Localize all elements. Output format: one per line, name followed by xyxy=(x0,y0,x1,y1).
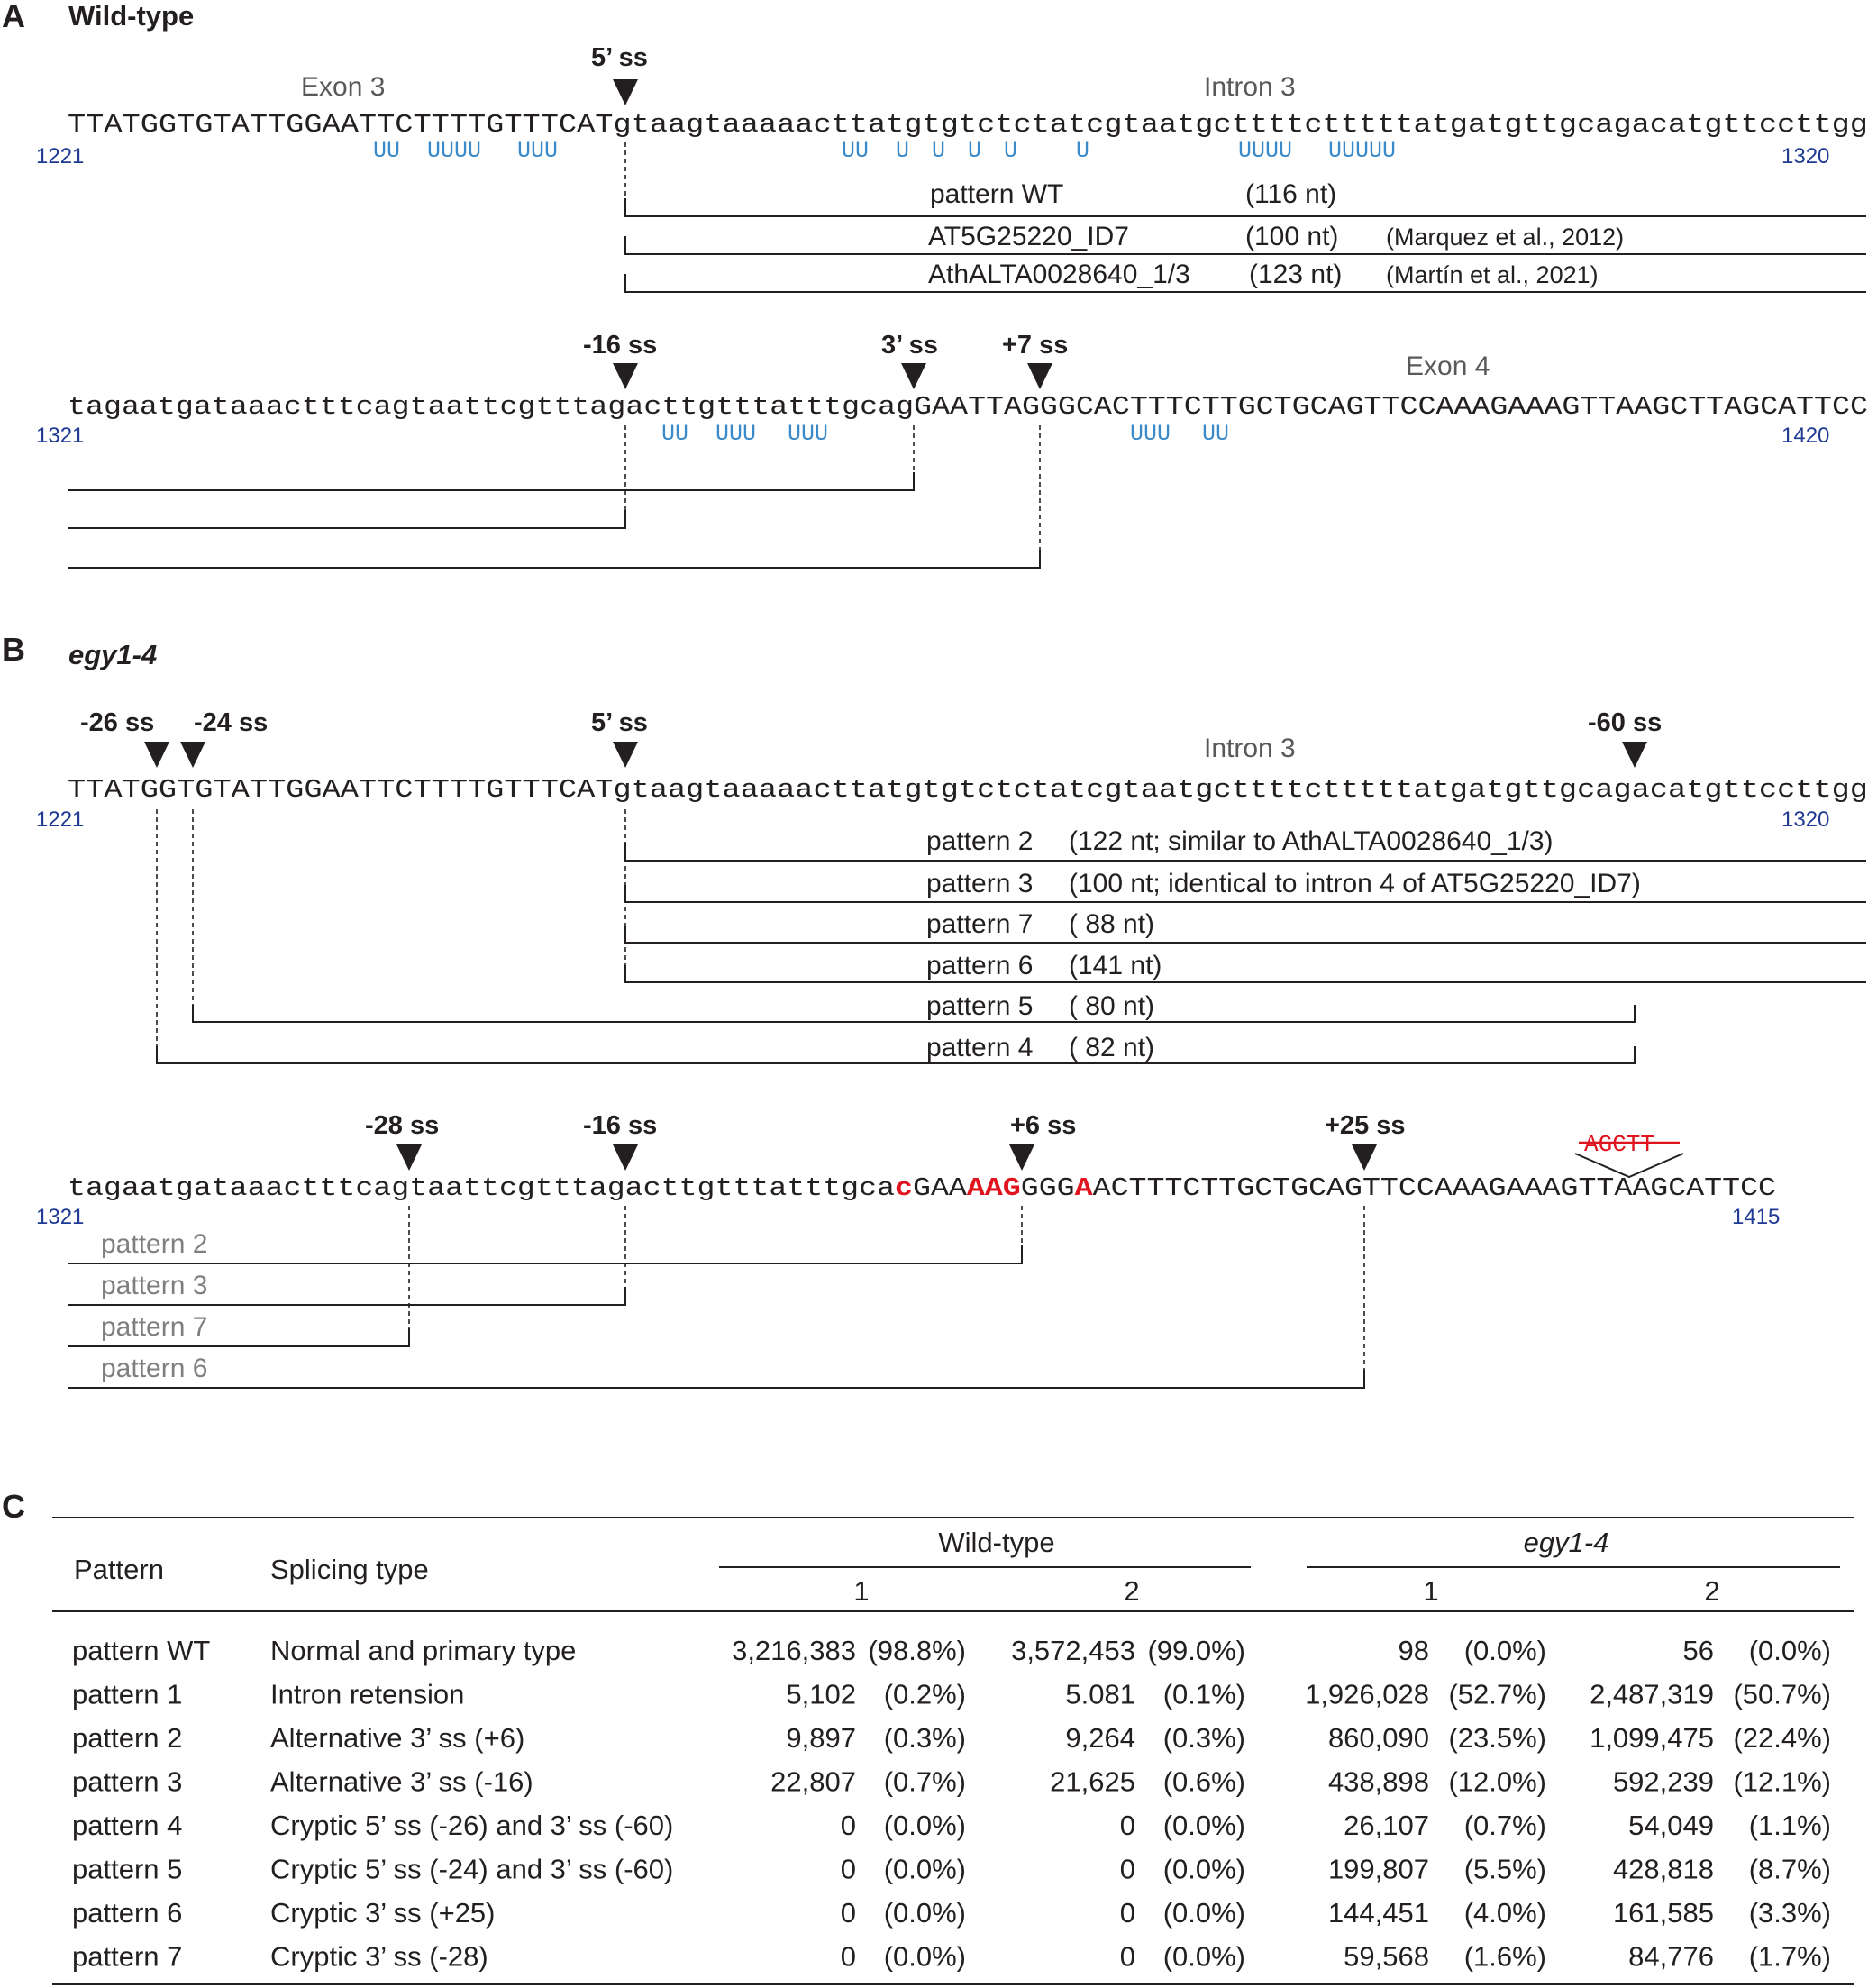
cell-pattern: pattern 2 xyxy=(72,1722,183,1754)
cell-wt-rep2-percent: (0.0%) xyxy=(1162,1853,1245,1885)
pattern-reference: (Martín et al., 2021) xyxy=(1386,261,1599,288)
pattern-line xyxy=(625,965,1866,982)
a-seq1-exon: TTATGGTGTATTGGAATTCTTTTGTTTCAT xyxy=(68,110,531,140)
cell-splicing-type: Cryptic 5’ ss (-26) and 3’ ss (-60) xyxy=(270,1810,674,1841)
pattern-length: (116 nt) xyxy=(1245,179,1337,209)
header-pattern: Pattern xyxy=(74,1554,164,1585)
cell-egy-rep1-count: 144,451 xyxy=(1327,1897,1429,1929)
uu-mark: UUUU xyxy=(1238,138,1293,164)
cell-egy-rep1-percent: (0.7%) xyxy=(1463,1810,1546,1841)
a-pos-start-2: 1321 xyxy=(36,424,85,448)
pattern-name: pattern 2 xyxy=(926,826,1034,856)
b-pos-end-1: 1320 xyxy=(1781,807,1830,832)
a-m16ss-label: -16 ss xyxy=(583,331,658,360)
cell-egy-rep2-percent: (22.4%) xyxy=(1733,1722,1831,1754)
b-p6ss-arrow xyxy=(1009,1144,1034,1171)
b-m24ss-label: -24 ss xyxy=(194,708,269,737)
pattern-name: pattern WT xyxy=(930,179,1064,209)
panel-a-title: Wild-type xyxy=(68,0,195,32)
cell-wt-rep2-percent: (0.1%) xyxy=(1162,1678,1245,1710)
pattern-name: pattern 7 xyxy=(926,909,1034,939)
cell-pattern: pattern 4 xyxy=(72,1810,183,1841)
cell-egy-rep2-percent: (0.0%) xyxy=(1748,1635,1831,1666)
b-seq1-intron: gtaagtaaaaacttatgtgtctctatcgtaatgcttttctttttatgatgttgcagacatgttccttgg xyxy=(613,775,1677,805)
uu-mark: UUU xyxy=(1130,421,1171,447)
b-p6ss-label: +6 ss xyxy=(1010,1111,1077,1140)
b-seq2-part: ACTTTCTTGCTGCAGTTCCAAAGAAAGTTAAGCATTCC xyxy=(1092,1173,1679,1203)
pattern-desc: ( 80 nt) xyxy=(1069,991,1155,1021)
exon4-label: Exon 4 xyxy=(1406,351,1490,381)
table-body xyxy=(72,1635,1831,1973)
cell-wt-rep2-percent: (0.0%) xyxy=(1162,1940,1245,1973)
cell-egy-rep1-count: 59,568 xyxy=(1344,1940,1429,1973)
uu-mark: U xyxy=(932,138,946,164)
a-5ss-arrow xyxy=(613,79,638,105)
cell-egy-rep1-percent: (0.0%) xyxy=(1463,1635,1546,1666)
pattern-line xyxy=(625,926,1866,943)
pattern-name: pattern 3 xyxy=(101,1271,208,1300)
uu-mark: UUUU xyxy=(427,138,482,164)
cell-egy-rep1-count: 860,090 xyxy=(1327,1722,1429,1754)
b-exon-patterns xyxy=(68,1229,1364,1388)
exon3-label: Exon 3 xyxy=(301,72,386,102)
b-pos-start-2: 1321 xyxy=(36,1205,85,1229)
cell-pattern: pattern 3 xyxy=(72,1765,183,1798)
uu-mark: UUU xyxy=(715,421,757,447)
cell-wt-rep1-count: 5,102 xyxy=(786,1678,856,1710)
deletion-marker xyxy=(1575,1131,1683,1177)
cell-egy-rep2-percent: (1.7%) xyxy=(1748,1940,1831,1973)
cell-splicing-type: Alternative 3’ ss (+6) xyxy=(270,1722,525,1754)
a-p7ss-label: +7 ss xyxy=(1002,331,1069,360)
cell-wt-rep1-percent: (0.7%) xyxy=(883,1765,966,1798)
b-p25ss-label: +25 ss xyxy=(1325,1111,1406,1140)
cell-pattern: pattern 5 xyxy=(72,1853,183,1885)
a-seq2-exon: GAATTAGGGCACTTTCTTGCTGCAGTTCCAAAGAAAGTTAAGCTTAGCATTCC xyxy=(914,392,1731,422)
b-seq1-exon: TTATGGTGTATTGGAATTCTTTTGTTTCAT xyxy=(68,775,531,805)
b-m28ss-arrow xyxy=(396,1144,422,1171)
cell-pattern: pattern 7 xyxy=(72,1940,183,1973)
cell-wt-rep1-count: 0 xyxy=(840,1940,856,1973)
cell-splicing-type: Intron retension xyxy=(270,1678,465,1710)
cell-egy-rep2-count: 56 xyxy=(1682,1635,1714,1666)
pattern-desc: (122 nt; similar to AthALTA0028640_1/3) xyxy=(1069,826,1554,856)
cell-splicing-type: Cryptic 3’ ss (-28) xyxy=(270,1940,488,1973)
cell-splicing-type: Normal and primary type xyxy=(270,1635,577,1666)
b-seq2-mutation: A xyxy=(1074,1173,1090,1203)
b-m28ss-label: -28 ss xyxy=(365,1111,440,1140)
header-egy1-4: egy1-4 xyxy=(1523,1527,1609,1558)
cell-egy-rep2-count: 428,818 xyxy=(1612,1853,1714,1885)
cell-egy-rep2-count: 592,239 xyxy=(1612,1765,1714,1798)
uu-mark: UU xyxy=(842,138,870,164)
cell-wt-rep1-count: 0 xyxy=(840,1853,856,1885)
header-wt-rep1: 1 xyxy=(853,1575,870,1607)
uu-mark: U xyxy=(896,138,910,164)
cell-egy-rep1-count: 438,898 xyxy=(1327,1765,1429,1798)
cell-wt-rep2-percent: (0.3%) xyxy=(1162,1722,1245,1754)
b-m60ss-label: -60 ss xyxy=(1588,708,1663,737)
cell-wt-rep2-count: 0 xyxy=(1119,1940,1135,1973)
header-egy-rep2: 2 xyxy=(1704,1575,1720,1607)
b-sequence-row1 xyxy=(68,775,1868,805)
a-intron-patterns xyxy=(625,179,1866,292)
cell-egy-rep2-count: 2,487,319 xyxy=(1590,1678,1714,1710)
pattern-name: pattern 3 xyxy=(926,869,1034,898)
cell-wt-rep2-count: 0 xyxy=(1119,1897,1135,1929)
b-p25ss-arrow xyxy=(1352,1144,1377,1171)
b-seq2-part: GAA xyxy=(913,1173,960,1203)
cell-splicing-type: Cryptic 3’ ss (+25) xyxy=(270,1897,496,1929)
cell-wt-rep2-count: 5.081 xyxy=(1065,1678,1135,1710)
cell-wt-rep1-percent: (0.2%) xyxy=(883,1678,966,1710)
uu-mark: UU xyxy=(1202,421,1230,447)
uu-mark: UU xyxy=(661,421,689,447)
a-5ss-label: 5’ ss xyxy=(591,43,648,72)
b-sequence-row2 xyxy=(68,1173,1776,1203)
cell-egy-rep1-count: 26,107 xyxy=(1344,1810,1429,1841)
pattern-desc: ( 88 nt) xyxy=(1069,909,1155,939)
table-row xyxy=(72,1810,1831,1841)
cell-wt-rep1-count: 0 xyxy=(840,1897,856,1929)
cell-egy-rep2-count: 54,049 xyxy=(1628,1810,1714,1841)
cell-wt-rep2-count: 0 xyxy=(1119,1810,1135,1841)
header-wt-rep2: 2 xyxy=(1124,1575,1140,1607)
pattern-name: pattern 7 xyxy=(101,1312,208,1342)
table-row xyxy=(72,1941,1831,1973)
cell-splicing-type: Cryptic 5’ ss (-24) and 3’ ss (-60) xyxy=(270,1853,674,1885)
cell-egy-rep1-percent: (4.0%) xyxy=(1463,1897,1546,1929)
a-sequence-row1 xyxy=(68,110,1868,140)
cell-pattern: pattern WT xyxy=(72,1635,211,1666)
b-m16ss-label: -16 ss xyxy=(583,1111,658,1140)
cell-wt-rep1-percent: (0.3%) xyxy=(883,1722,966,1754)
a-uu-row1 xyxy=(373,138,1396,164)
pattern-line xyxy=(68,1245,1022,1263)
table-row xyxy=(72,1679,1831,1710)
pattern-line xyxy=(68,1370,1364,1388)
b-5ss-arrow xyxy=(613,742,638,768)
cell-wt-rep2-percent: (0.0%) xyxy=(1162,1897,1245,1929)
b-intron3-label: Intron 3 xyxy=(1204,734,1296,763)
b-m60ss-arrow xyxy=(1622,742,1647,768)
cell-egy-rep2-count: 84,776 xyxy=(1628,1940,1714,1973)
uu-mark: U xyxy=(1004,138,1018,164)
panel-c-letter: C xyxy=(2,1488,25,1525)
panel-b-title: egy1-4 xyxy=(68,639,158,670)
a-p7ss-junction-line xyxy=(68,550,1040,568)
cell-egy-rep1-percent: (12.0%) xyxy=(1448,1765,1546,1798)
cell-egy-rep2-percent: (50.7%) xyxy=(1733,1678,1831,1710)
cell-egy-rep2-percent: (3.3%) xyxy=(1748,1897,1831,1929)
panel-c xyxy=(2,1488,1854,1984)
pattern-desc: ( 82 nt) xyxy=(1069,1033,1155,1062)
a-pos-end-1: 1320 xyxy=(1781,144,1830,169)
pattern-name: AthALTA0028640_1/3 xyxy=(928,260,1190,289)
uu-mark: UU xyxy=(373,138,401,164)
pattern-name: pattern 5 xyxy=(926,991,1034,1021)
cell-egy-rep2-count: 161,585 xyxy=(1612,1897,1714,1929)
header-egy-rep1: 1 xyxy=(1423,1575,1439,1607)
b-5ss-label: 5’ ss xyxy=(591,708,648,737)
a-m16ss-junction-line xyxy=(68,510,625,528)
cell-egy-rep1-percent: (5.5%) xyxy=(1463,1853,1546,1885)
cell-egy-rep2-count: 1,099,475 xyxy=(1590,1722,1714,1754)
a-pos-start-1: 1221 xyxy=(36,144,85,169)
cell-wt-rep1-count: 0 xyxy=(840,1810,856,1841)
table-row xyxy=(72,1635,1831,1666)
cell-wt-rep2-count: 9,264 xyxy=(1065,1722,1135,1754)
b-seq2-mutation: AAG xyxy=(966,1173,1014,1203)
b-m24ss-arrow xyxy=(180,742,205,768)
a-3ss-label: 3’ ss xyxy=(881,331,938,360)
b-intron-patterns xyxy=(157,826,1866,1063)
pattern-name: AT5G25220_ID7 xyxy=(928,222,1129,251)
a-sequence-row2 xyxy=(68,392,1868,422)
header-splicing-type: Splicing type xyxy=(270,1554,429,1585)
cell-egy-rep2-percent: (1.1%) xyxy=(1748,1810,1831,1841)
cell-egy-rep2-percent: (8.7%) xyxy=(1748,1853,1831,1885)
table-row xyxy=(72,1854,1831,1885)
cell-wt-rep1-count: 22,807 xyxy=(770,1765,856,1798)
cell-wt-rep2-count: 0 xyxy=(1119,1853,1135,1885)
panel-a-letter: A xyxy=(2,0,25,34)
table-row xyxy=(72,1897,1831,1929)
panel-a xyxy=(2,0,1868,568)
pattern-line xyxy=(625,274,1866,292)
a-seq2-intron: tagaatgataaactttcagtaattcgtttagacttgtttatttgcag xyxy=(68,392,792,422)
pattern-name: pattern 4 xyxy=(926,1033,1034,1062)
pattern-name: pattern 6 xyxy=(101,1354,208,1383)
panel-b xyxy=(2,631,1868,1388)
pattern-line xyxy=(193,1005,1635,1022)
a-seq1-intron: gtaagtaaaaacttatgtgtctctatcgtaatgcttttctttttatgatgttgcagacatgttccttgg xyxy=(613,110,1677,140)
cell-egy-rep1-count: 1,926,028 xyxy=(1305,1678,1429,1710)
cell-wt-rep1-percent: (98.8%) xyxy=(868,1635,966,1666)
cell-egy-rep1-percent: (23.5%) xyxy=(1448,1722,1546,1754)
b-m26ss-arrow xyxy=(144,742,169,768)
a-p7ss-arrow xyxy=(1027,363,1052,389)
b-pos-end-2: 1415 xyxy=(1732,1205,1781,1229)
pattern-length: (123 nt) xyxy=(1249,260,1343,289)
table-row xyxy=(72,1722,1831,1754)
cell-egy-rep1-percent: (1.6%) xyxy=(1463,1940,1546,1973)
cell-wt-rep2-percent: (0.0%) xyxy=(1162,1810,1245,1841)
b-seq2-part: GGG xyxy=(1020,1173,1068,1203)
pattern-reference: (Marquez et al., 2012) xyxy=(1386,223,1625,251)
b-pos-start-1: 1221 xyxy=(36,807,85,832)
a-3ss-arrow xyxy=(901,363,926,389)
pattern-name: pattern 6 xyxy=(926,951,1034,980)
a-m16ss-arrow xyxy=(613,363,638,389)
uu-mark: UUU xyxy=(788,421,829,447)
cell-splicing-type: Alternative 3’ ss (-16) xyxy=(270,1765,533,1798)
cell-wt-rep2-count: 3,572,453 xyxy=(1011,1635,1135,1666)
intron3-label: Intron 3 xyxy=(1204,72,1296,102)
uu-mark: U xyxy=(1076,138,1090,164)
cell-egy-rep1-percent: (52.7%) xyxy=(1448,1678,1546,1710)
b-seq2-part: tagaatgataaactttcagtaattcgtttagacttgtttatttgca xyxy=(68,1173,777,1203)
cell-egy-rep1-count: 199,807 xyxy=(1327,1853,1429,1885)
uu-mark: UUU xyxy=(517,138,559,164)
cell-wt-rep2-percent: (99.0%) xyxy=(1147,1635,1245,1666)
cell-pattern: pattern 1 xyxy=(72,1678,183,1710)
cell-wt-rep1-percent: (0.0%) xyxy=(883,1853,966,1885)
a-3ss-junction-line xyxy=(68,472,914,490)
pattern-desc: (141 nt) xyxy=(1069,951,1162,980)
cell-wt-rep1-count: 9,897 xyxy=(786,1722,856,1754)
uu-mark: UUUUU xyxy=(1328,138,1397,164)
pattern-name: pattern 2 xyxy=(101,1229,208,1259)
cell-wt-rep1-count: 3,216,383 xyxy=(732,1635,856,1666)
b-m26ss-label: -26 ss xyxy=(80,708,155,737)
panel-b-letter: B xyxy=(2,631,25,668)
uu-mark: U xyxy=(968,138,982,164)
cell-egy-rep1-count: 98 xyxy=(1398,1635,1429,1666)
deleted-sequence: AGCTT xyxy=(1584,1131,1655,1158)
b-seq2-mutation: c xyxy=(895,1173,911,1203)
cell-wt-rep2-count: 21,625 xyxy=(1050,1765,1135,1798)
pattern-line xyxy=(157,1046,1635,1063)
a-uu-row2 xyxy=(661,421,1229,447)
cell-wt-rep1-percent: (0.0%) xyxy=(883,1810,966,1841)
b-m16ss-arrow xyxy=(613,1144,638,1171)
a-pos-end-2: 1420 xyxy=(1781,424,1830,448)
cell-egy-rep2-percent: (12.1%) xyxy=(1733,1765,1831,1798)
cell-wt-rep1-percent: (0.0%) xyxy=(883,1897,966,1929)
pattern-desc: (100 nt; identical to intron 4 of AT5G25220_ID7) xyxy=(1069,869,1641,898)
cell-pattern: pattern 6 xyxy=(72,1897,183,1929)
cell-wt-rep1-percent: (0.0%) xyxy=(883,1940,966,1973)
header-wildtype: Wild-type xyxy=(938,1527,1055,1558)
table-row xyxy=(72,1766,1831,1798)
cell-wt-rep2-percent: (0.6%) xyxy=(1162,1765,1245,1798)
pattern-length: (100 nt) xyxy=(1245,222,1339,251)
